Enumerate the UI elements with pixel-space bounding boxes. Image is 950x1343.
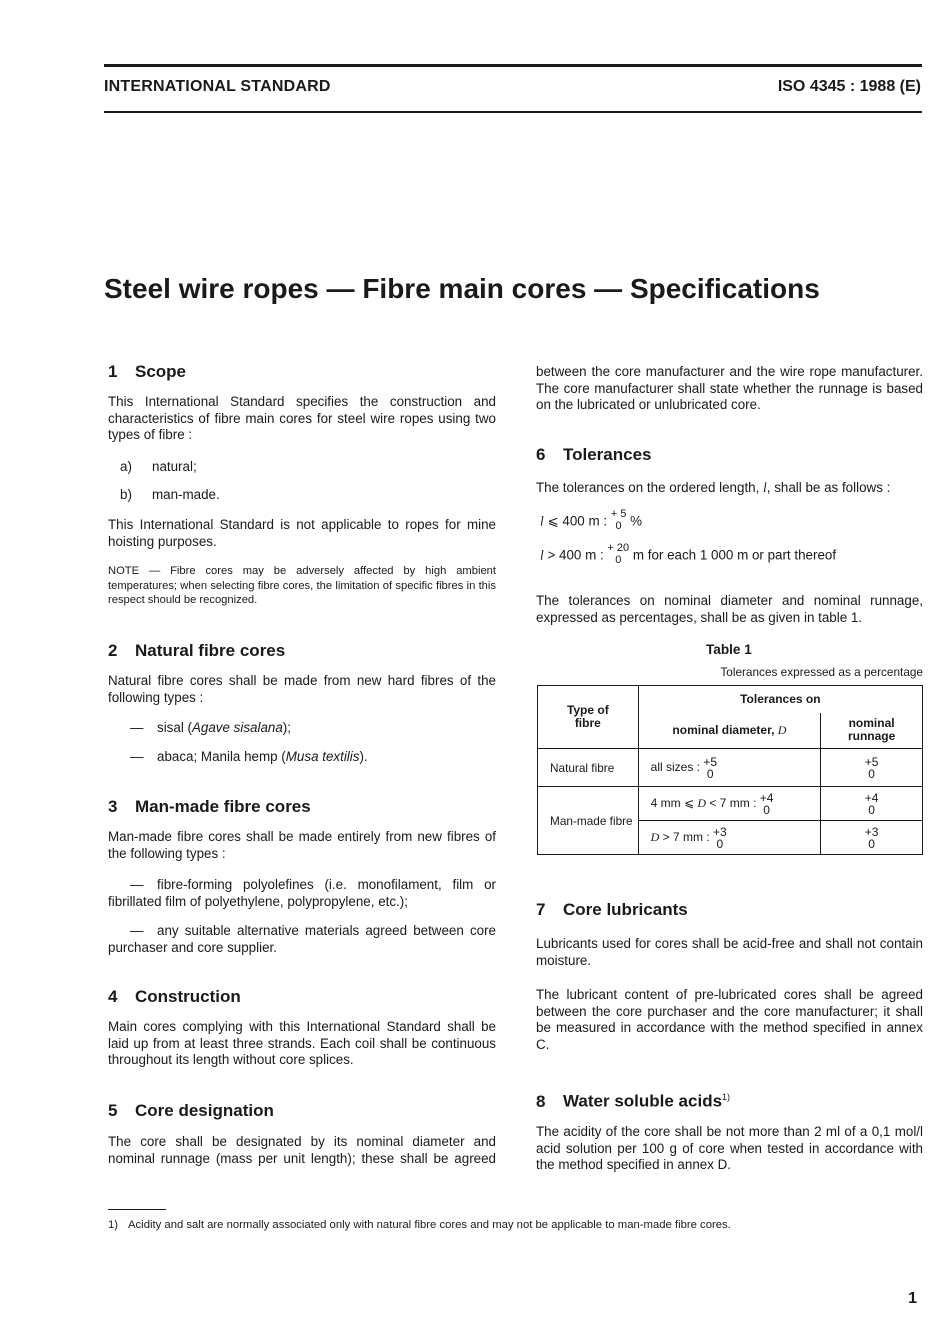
header-nominal-runnage: nominal runnage <box>821 713 923 749</box>
section-3-heading: 3 Man-made fibre cores <box>108 797 311 816</box>
section-5-heading: 5 Core designation <box>108 1101 274 1120</box>
manmade-large-diameter-limits: +3 0 <box>713 824 727 851</box>
section-8-body: The acidity of the core shall be not more than 2 ml of a 0,1 mol/l acid solution per 100 g of core when tested in accordance with the method specified in annex D. <box>536 1124 923 1172</box>
cell-natural-fibre: Natural fibre <box>538 749 639 787</box>
table-row-manmade-small <box>538 787 923 821</box>
header-type-of-fibre: Type of fibre <box>538 686 639 749</box>
tolerance-formula-short-limits: + 5 0 <box>610 508 627 532</box>
section-4-heading: 4 Construction <box>108 987 241 1006</box>
tolerance-formula-long: l > 400 m : + 20 0 m for each 1 000 m or part thereof <box>540 542 837 566</box>
list-item-sisal: — sisal (Agave sisalana); <box>130 720 291 735</box>
natural-runnage-limits: +5 0 <box>864 754 879 781</box>
table-1-caption: Table 1 <box>706 642 752 657</box>
cell-manmade-runnage-small <box>821 787 923 821</box>
natural-diameter-limits: +5 0 <box>703 754 718 781</box>
header-rule-bottom <box>104 111 922 113</box>
section-4-body: Main cores complying with this International Standard shall be laid up from at least three strands. Each coil shall be continuous throughout its length without core splices. <box>108 1019 496 1067</box>
cell-manmade-runnage-large <box>821 821 923 855</box>
section-6-heading: 6 Tolerances <box>536 445 652 464</box>
section-1-intro: This International Standard specifies the construction and characteristics of fibre main cores for steel wire ropes using two types of fibre : <box>108 394 496 442</box>
section-7-body-2: The lubricant content of pre-lubricated cores shall be agreed between the core purchaser and the core manufacturer; it shall be measured in accordance with the method specified in annex C. <box>536 987 923 1052</box>
section-3-intro: Man-made fibre cores shall be made entirely from new fibres of the following types : <box>108 829 496 861</box>
table-header-row <box>538 686 923 713</box>
section-1-note: NOTE — Fibre cores may be adversely affected by high ambient temperatures; when selecting fibre cores, the limitation of specific fibres in this respect should be recognized. <box>108 565 496 606</box>
cell-natural-diameter: all sizes : +5 0 <box>638 749 821 787</box>
section-6-intro: The tolerances on the ordered length, l, shall be as follows : <box>536 480 891 495</box>
header-rule-top <box>104 64 922 67</box>
manmade-small-runnage-limits: +4 0 <box>864 790 879 817</box>
tolerance-table <box>537 685 923 855</box>
header-nominal-diameter: nominal diameter, D <box>638 713 821 749</box>
tolerance-formula-short: l ⩽ 400 m : + 5 0 % <box>540 508 643 532</box>
table-1-subcaption: Tolerances expressed as a percentage <box>720 665 923 679</box>
section-6-table-reference: The tolerances on nominal diameter and nominal runnage, expressed as percentages, shall be as given in table 1. <box>536 593 923 625</box>
cell-manmade-fibre: Man-made fibre <box>538 787 639 855</box>
page-number: 1 <box>908 1290 917 1307</box>
cell-manmade-diameter-large: D > 7 mm : +3 0 <box>638 821 821 855</box>
section-2-intro: Natural fibre cores shall be made from new hard fibres of the following types : <box>108 673 496 705</box>
tolerance-formula-long-limits: + 20 0 <box>607 542 630 566</box>
footnote-rule <box>108 1209 166 1210</box>
list-item-b: b) man-made. <box>120 487 220 502</box>
document-title: Steel wire ropes — Fibre main cores — Specifications <box>104 273 820 304</box>
manmade-small-diameter-limits: +4 0 <box>759 790 774 817</box>
list-item-abaca: — abaca; Manila hemp (Musa textilis). <box>130 749 368 764</box>
list-item-a: a) natural; <box>120 459 197 474</box>
list-item-alternatives: — any suitable alternative materials agreed between core purchaser and core supplier. <box>108 923 496 955</box>
footnote-reference: 1) <box>722 1092 731 1102</box>
standard-number: ISO 4345 : 1988 (E) <box>777 78 921 95</box>
standard-type-label: INTERNATIONAL STANDARD <box>104 78 331 95</box>
manmade-large-runnage-limits: +3 0 <box>864 824 879 851</box>
section-1-heading: 1 Scope <box>108 362 187 381</box>
section-7-heading: 7 Core lubricants <box>536 900 688 919</box>
cell-manmade-diameter-small: 4 mm ⩽ D < 7 mm : +4 0 <box>638 787 821 821</box>
section-7-body-1: Lubricants used for cores shall be acid-free and shall not contain moisture. <box>536 936 923 968</box>
footnote: 1) Acidity and salt are normally associated only with natural fibre cores and may not be applicable to man-made fibre cores. <box>108 1219 731 1231</box>
section-1-applicability: This International Standard is not applicable to ropes for mine hoisting purposes. <box>108 517 496 549</box>
list-item-polyolefines: — fibre-forming polyolefines (i.e. monofilament, film or fibrillated film of polyethylene, polypropylene, etc.); <box>108 877 496 909</box>
section-8-heading: 8 Water soluble acids$^{1)}$ <box>536 1091 731 1111</box>
section-2-heading: 2 Natural fibre cores <box>108 641 286 660</box>
header-tolerances-on: Tolerances on <box>638 686 922 713</box>
section-5-body-continued: between the core manufacturer and the wire rope manufacturer. The core manufacturer shall state whether the runnage is based on the lubricated or unlubricated core. <box>536 364 923 412</box>
section-5-body: The core shall be designated by its nominal diameter and nominal runnage (mass per unit length); these shall be agreed <box>108 1134 496 1166</box>
cell-natural-runnage <box>821 749 923 787</box>
table-row-natural <box>538 749 923 787</box>
